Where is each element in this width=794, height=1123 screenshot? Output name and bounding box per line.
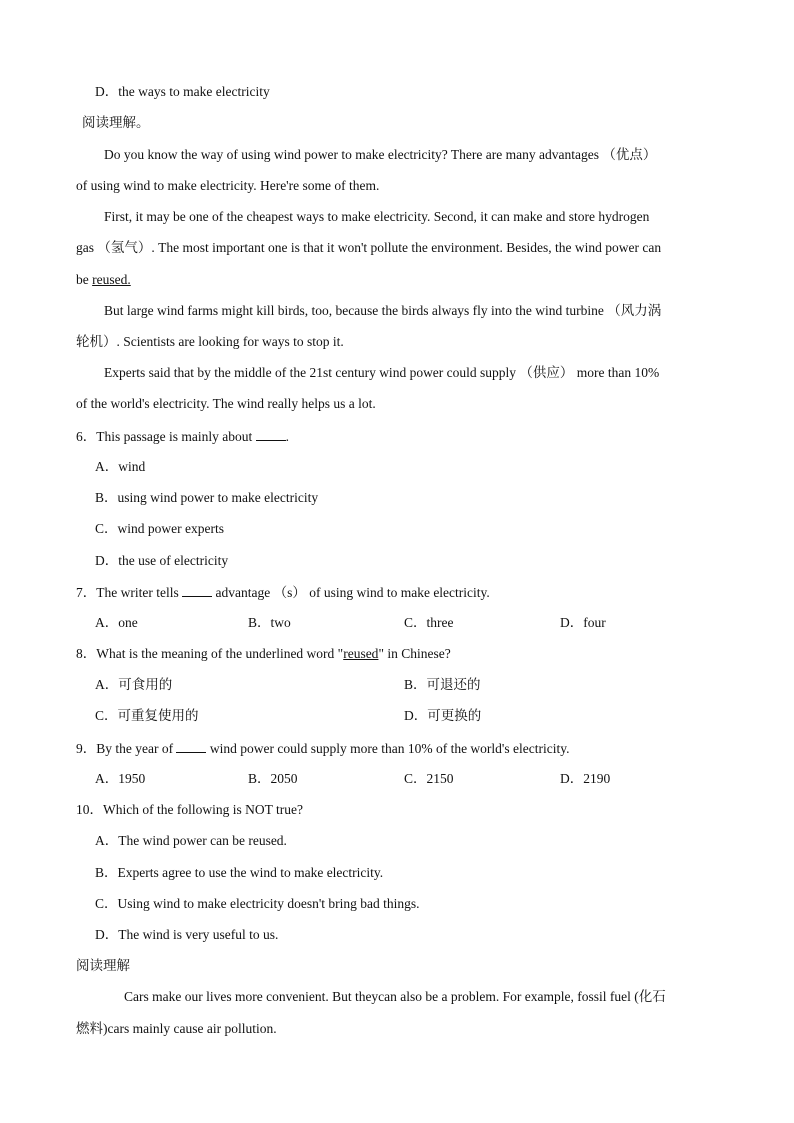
underlined-word-reused: reused.: [92, 272, 131, 287]
passage-line: First, it may be one of the cheapest ways to make electricity. Second, it can make and store hydrogen: [104, 209, 650, 224]
stem-text: 6．This passage is mainly about: [76, 429, 256, 444]
option-d: D．the use of electricity: [95, 553, 229, 568]
stem-text: advantage （s） of using wind to make electricity.: [212, 585, 490, 600]
option-a: A．1950: [95, 771, 146, 786]
stem-text: 8．What is the meaning of the underlined word ": [76, 646, 344, 661]
passage-line: But large wind farms might kill birds, too, because the birds always fly into the wind turbine （风力涡: [104, 303, 662, 318]
question-stem: [76, 583, 490, 602]
passage-line: Do you know the way of using wind power to make electricity? There are many advantages （优点）: [104, 147, 657, 162]
stem-text: 9．By the year of: [76, 741, 177, 756]
answer-blank: [182, 583, 212, 597]
option-c: C．Using wind to make electricity doesn't bring bad things.: [95, 896, 420, 911]
option-a: A．可食用的: [95, 677, 173, 692]
option-b: B．2050: [248, 771, 298, 786]
answer-blank: [176, 739, 206, 753]
option-c: C．wind power experts: [95, 521, 224, 536]
option-a: A．one: [95, 615, 138, 630]
passage-line: gas （氢气）. The most important one is that it won't pollute the environment. Besides, the wind power can: [76, 240, 662, 255]
option-c: C．2150: [404, 771, 454, 786]
option-b: B．可退还的: [404, 677, 481, 692]
underlined-word: reused: [343, 646, 379, 661]
option-a: A．wind: [95, 459, 146, 474]
option-b: B．using wind power to make electricity: [95, 490, 319, 505]
passage-line: of the world's electricity. The wind really helps us a lot.: [76, 396, 376, 411]
option-c: C．three: [404, 615, 454, 630]
question-stem: [76, 427, 289, 446]
question-stem: [76, 739, 569, 758]
section-heading-reading: 阅读理解。: [82, 115, 150, 130]
option-a: A．The wind power can be reused.: [95, 833, 287, 848]
option-c: C．可重复使用的: [95, 708, 199, 723]
answer-blank: [256, 427, 286, 441]
stem-text: .: [285, 429, 289, 444]
passage-line: 燃料)cars mainly cause air pollution.: [76, 1021, 277, 1036]
previous-option-d: D．the ways to make electricity: [95, 84, 270, 99]
section-heading-reading-2: 阅读理解: [76, 958, 130, 973]
stem-text: wind power could supply more than 10% of the world's electricity.: [206, 741, 570, 756]
passage-line: Experts said that by the middle of the 21st century wind power could supply （供应） more than 10%: [104, 365, 660, 380]
passage-line: [76, 271, 131, 289]
option-d: D．可更换的: [404, 708, 482, 723]
question-stem: 10．Which of the following is NOT true?: [76, 802, 303, 817]
passage-line: 轮机）. Scientists are looking for ways to stop it.: [76, 334, 344, 349]
stem-text: 7．The writer tells: [76, 585, 183, 600]
option-d: D．four: [560, 615, 606, 630]
option-b: B．two: [248, 615, 291, 630]
option-d: D．The wind is very useful to us.: [95, 927, 279, 942]
passage-text: be: [76, 272, 93, 287]
stem-text: " in Chinese?: [378, 646, 451, 661]
option-d: D．2190: [560, 771, 611, 786]
passage-line: Cars make our lives more convenient. But theycan also be a problem. For example, fossil fuel (化石: [124, 989, 666, 1004]
passage-line: of using wind to make electricity. Here're some of them.: [76, 178, 380, 193]
option-b: B．Experts agree to use the wind to make electricity.: [95, 865, 384, 880]
question-stem: [76, 645, 451, 663]
